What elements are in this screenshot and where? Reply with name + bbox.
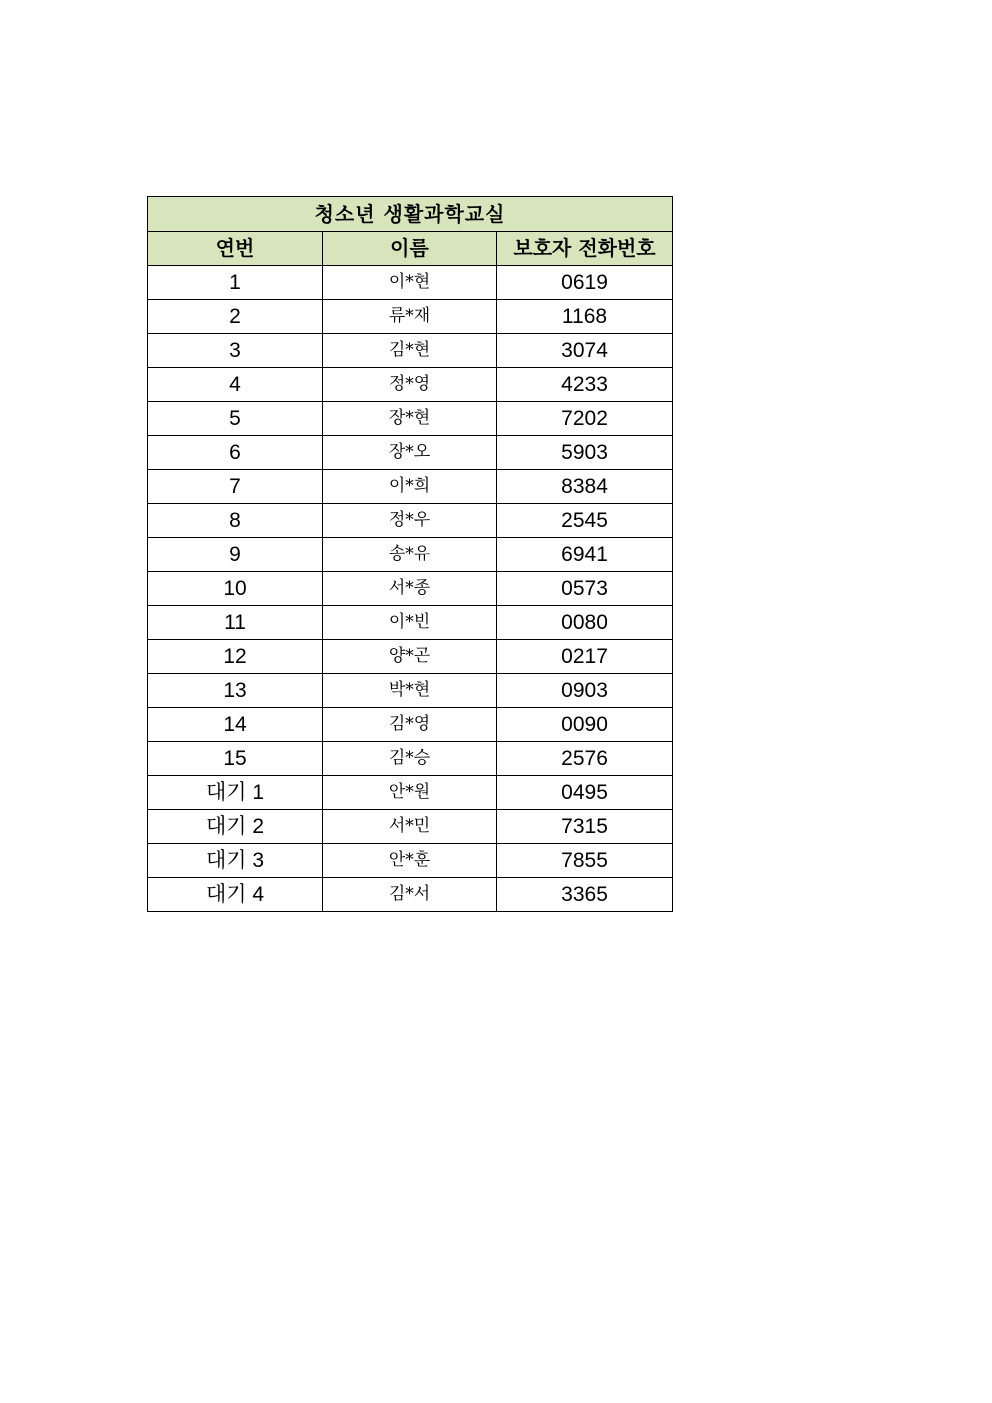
row-phone-cell: 5903 [497,436,673,470]
row-name-cell: 정*영 [323,368,497,402]
column-header-name: 이름 [323,232,497,266]
row-phone-cell: 0495 [497,776,673,810]
table-row [148,538,673,572]
roster-table [147,196,673,912]
row-phone-cell: 0090 [497,708,673,742]
row-number-cell: 11 [148,606,323,640]
table-body [148,266,673,912]
row-number-cell: 2 [148,300,323,334]
column-header-number: 연번 [148,232,323,266]
table-row [148,810,673,844]
row-name-cell: 김*서 [323,878,497,912]
row-phone-cell: 0573 [497,572,673,606]
row-name-cell: 안*훈 [323,844,497,878]
row-name-cell: 김*영 [323,708,497,742]
row-phone-cell: 6941 [497,538,673,572]
row-number-cell: 7 [148,470,323,504]
row-number-cell: 4 [148,368,323,402]
table-row [148,300,673,334]
table-row [148,640,673,674]
table-row [148,368,673,402]
table-row [148,436,673,470]
row-name-cell: 정*우 [323,504,497,538]
row-phone-cell: 3365 [497,878,673,912]
title-row [148,197,673,232]
column-header-phone: 보호자 전화번호 [497,232,673,266]
row-number-cell: 8 [148,504,323,538]
row-phone-cell: 0080 [497,606,673,640]
table-row [148,572,673,606]
row-number-cell: 14 [148,708,323,742]
table-row [148,742,673,776]
row-name-cell: 서*민 [323,810,497,844]
row-number-cell: 3 [148,334,323,368]
row-phone-cell: 7315 [497,810,673,844]
table-title: 청소년 생활과학교실 [148,197,673,232]
row-number-cell: 대기 4 [148,878,323,912]
row-name-cell: 안*원 [323,776,497,810]
row-number-cell: 13 [148,674,323,708]
row-phone-cell: 3074 [497,334,673,368]
row-name-cell: 송*유 [323,538,497,572]
row-phone-cell: 2545 [497,504,673,538]
table-row [148,708,673,742]
row-phone-cell: 2576 [497,742,673,776]
row-phone-cell: 7202 [497,402,673,436]
row-phone-cell: 4233 [497,368,673,402]
table-row [148,878,673,912]
header-row [148,232,673,266]
row-phone-cell: 8384 [497,470,673,504]
row-phone-cell: 0217 [497,640,673,674]
table-row [148,334,673,368]
row-name-cell: 장*현 [323,402,497,436]
table-row [148,606,673,640]
table-row [148,504,673,538]
table-row [148,674,673,708]
row-name-cell: 박*현 [323,674,497,708]
row-number-cell: 9 [148,538,323,572]
row-number-cell: 12 [148,640,323,674]
row-name-cell: 장*오 [323,436,497,470]
row-name-cell: 이*희 [323,470,497,504]
row-phone-cell: 1168 [497,300,673,334]
table-row [148,776,673,810]
row-name-cell: 이*현 [323,266,497,300]
row-name-cell: 양*곤 [323,640,497,674]
row-name-cell: 서*종 [323,572,497,606]
row-name-cell: 이*빈 [323,606,497,640]
table-row [148,402,673,436]
row-phone-cell: 0903 [497,674,673,708]
row-name-cell: 김*승 [323,742,497,776]
row-number-cell: 대기 3 [148,844,323,878]
row-number-cell: 5 [148,402,323,436]
row-number-cell: 대기 2 [148,810,323,844]
row-number-cell: 10 [148,572,323,606]
table-row [148,266,673,300]
row-number-cell: 1 [148,266,323,300]
row-name-cell: 김*현 [323,334,497,368]
table-row [148,844,673,878]
row-number-cell: 6 [148,436,323,470]
row-phone-cell: 7855 [497,844,673,878]
row-phone-cell: 0619 [497,266,673,300]
row-number-cell: 대기 1 [148,776,323,810]
row-number-cell: 15 [148,742,323,776]
table-row [148,470,673,504]
row-name-cell: 류*재 [323,300,497,334]
